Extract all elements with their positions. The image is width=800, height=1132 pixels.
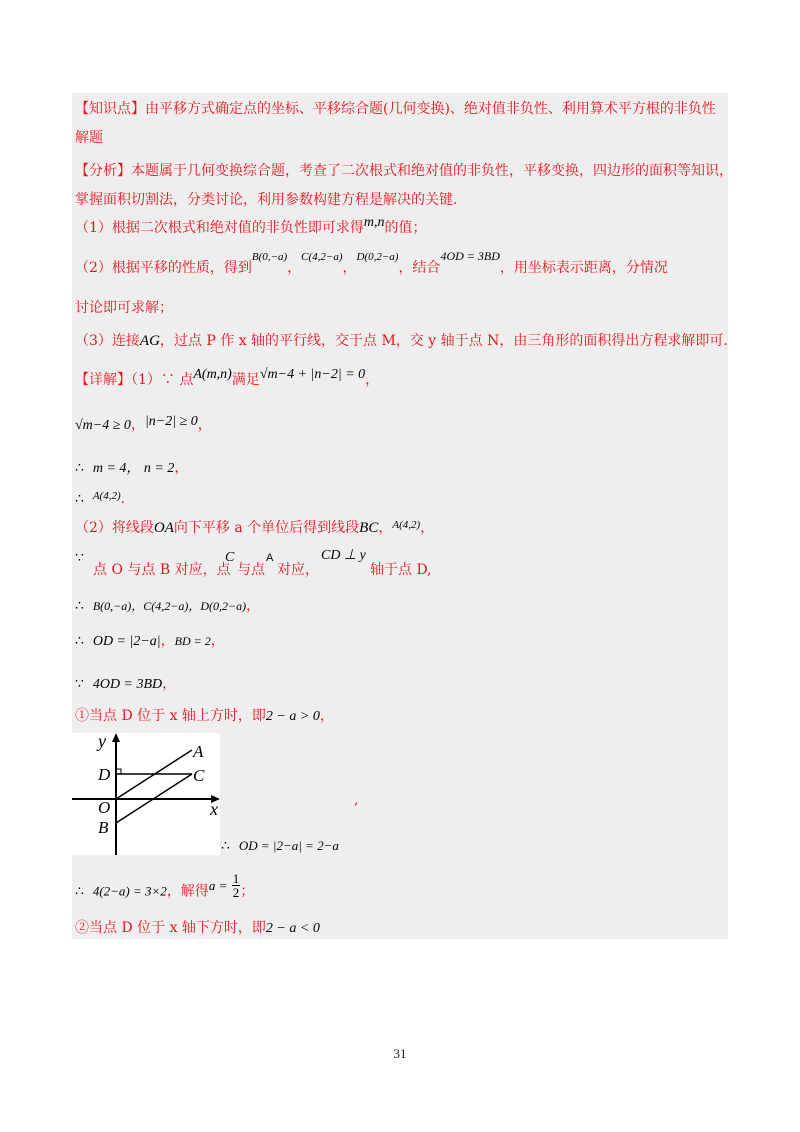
- fraction-one-half: $\frac{1}{2}$: [232, 871, 240, 900]
- analysis-line-5: 讨论即可求解；: [75, 300, 173, 316]
- detail-line-8: ∴ OD = |2−a|，BD = 2，: [75, 633, 225, 649]
- analysis-line-3: （1）根据二次根式和绝对值的非负性即可求得m,n的值；: [75, 215, 427, 236]
- analysis-line-2: 掌握面积切割法，分类讨论，利用参数构建方程是解决的关键.: [75, 192, 458, 208]
- label-x: x: [210, 799, 218, 819]
- knowledge-label: 【知识点】: [75, 101, 145, 117]
- label-D: D: [98, 765, 111, 784]
- detail-line-5: （2）将线段OA向下平移 a 个单位后得到线段BC，$^{A(4,2)}$，: [75, 519, 435, 536]
- stray-comma: ,: [354, 792, 359, 808]
- detail-line-10: ①当点 D 位于 x 轴上方时，即2 − a > 0，: [75, 708, 334, 724]
- analysis-label: 【分析】: [75, 163, 131, 179]
- analysis-line-4: （2）根据平移的性质，得到$^{B(0,-a)}$，$^{C(4,2-a)}$，$^{D(0,2-a)}$，结合4OD = 3BD，用坐标表示距离，分情况: [75, 249, 668, 276]
- detail-line-13: ②当点 D 位于 x 轴下方时，即2 − a < 0: [75, 920, 320, 936]
- knowledge-line-1: [75, 99, 716, 119]
- detail-label: 【详解】: [75, 372, 131, 388]
- detail-line-2: √m−4 ≥ 0，|n−2| ≥ 0，: [75, 414, 212, 433]
- analysis-line-6: （3）连接AG，过点 P 作 x 轴的平行线，交于点 M，交 y 轴于点 N，由三角形的面积得出方程求解即可.: [75, 333, 728, 349]
- label-y: y: [98, 733, 106, 751]
- coordinate-figure: [72, 733, 220, 855]
- label-A: A: [193, 742, 204, 761]
- detail-line-9: ∵ 4OD = 3BD，: [75, 676, 177, 692]
- knowledge-text: 由平移方式确定点的坐标、平移综合题(几何变换)、绝对值非负性、利用算术平方根的非负性: [145, 101, 716, 117]
- detail-line-1: 【详解】（1）∵ 点A(m,n)满足√m−4 + |n−2| = 0，: [75, 367, 380, 388]
- label-C: C: [193, 766, 205, 785]
- label-O: O: [98, 798, 111, 817]
- detail-line-3: ∴ m = 4， n = 2，: [75, 460, 189, 476]
- detail-line-7: ∴ B(0,−a)，C(4,2−a)，D(0,2−a)，: [75, 598, 261, 614]
- analysis-line-1: 【分析】本题属于几何变换综合题，考查了二次根式和绝对值的非负性，平移变换，四边形的面积等知识，: [75, 163, 733, 179]
- detail-line-12: ∴ 4(2−a) = 3×2，解得a = $\frac{1}{2}$ ；: [75, 871, 255, 900]
- detail-line-4: ∴ $^{A(4,2)}$.: [75, 490, 126, 507]
- page-number: 31: [393, 1046, 407, 1061]
- label-B: B: [98, 818, 109, 837]
- detail-line-11: ∴ OD = |2−a| = 2−a: [221, 838, 339, 854]
- knowledge-line-2: 解题: [75, 130, 103, 146]
